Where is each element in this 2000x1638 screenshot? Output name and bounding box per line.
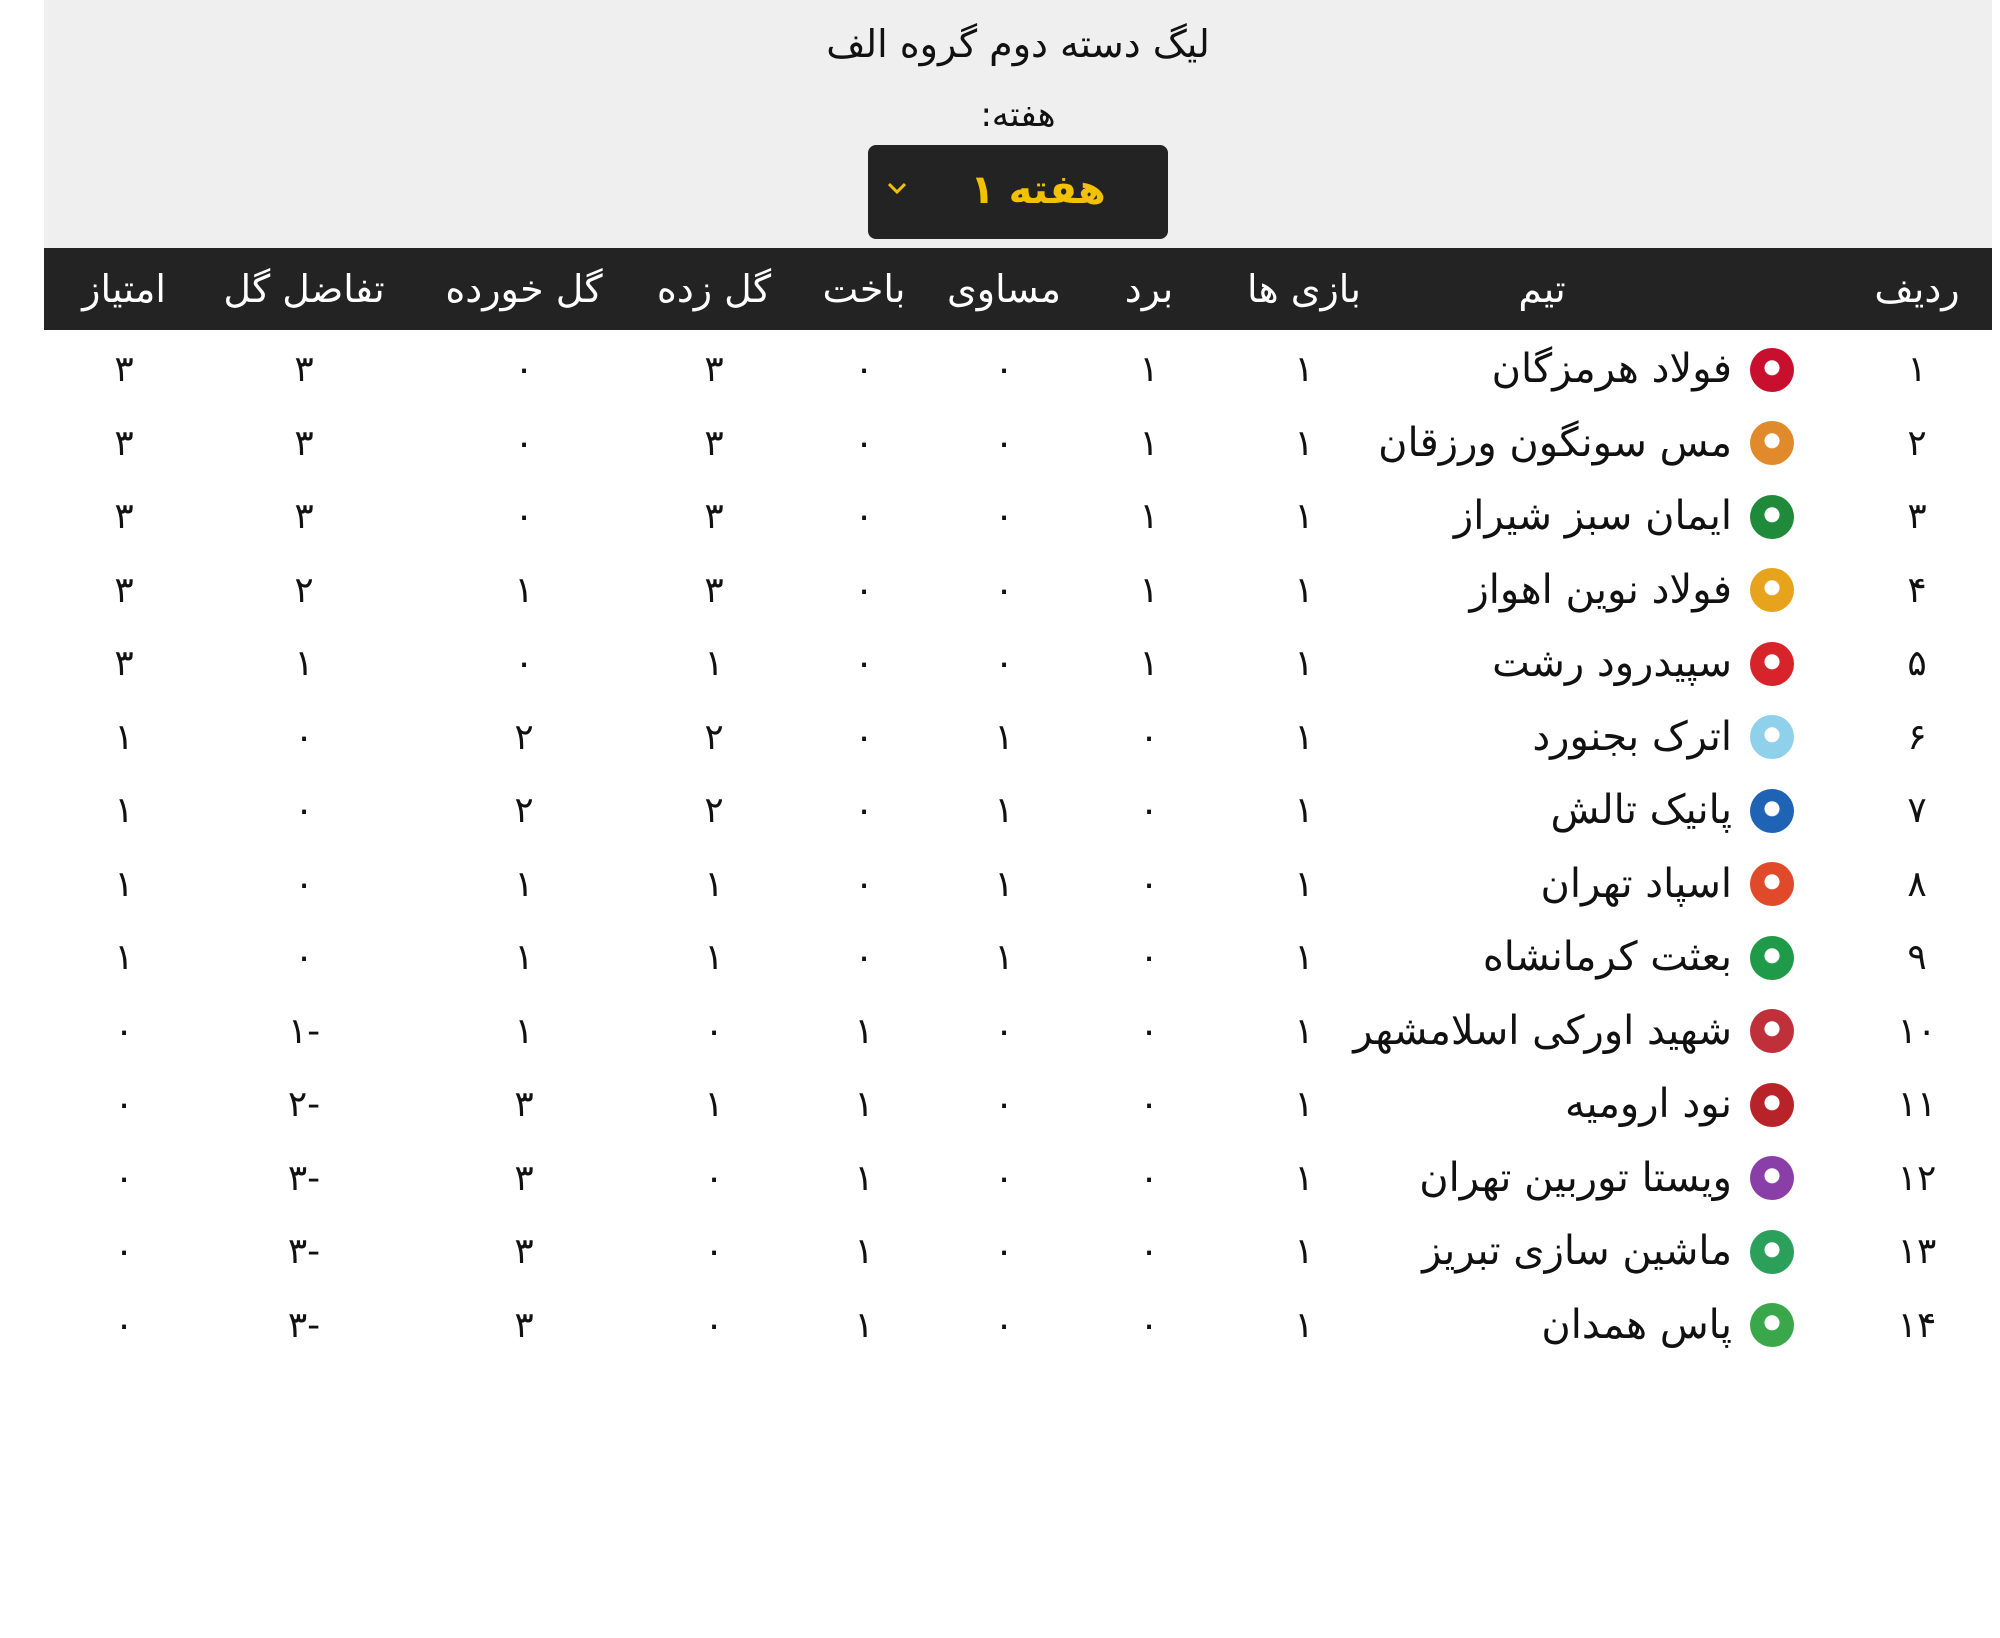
won-cell: ۰ [1139,1157,1159,1199]
won-cell: ۱ [1139,496,1159,537]
table-row [44,407,1992,480]
team-cell[interactable] [1419,1142,1794,1215]
week-select-value: هفته ۱ [970,167,1106,213]
gd-cell: ۲ [294,569,314,611]
lost-cell: ۰ [854,569,874,611]
week-select[interactable] [868,145,1168,239]
played-cell: ۱ [1294,1157,1314,1199]
lost-cell: ۰ [854,863,874,905]
team-cell[interactable] [1492,333,1794,406]
team-name: پاس همدان [1541,1301,1732,1348]
gf-cell: ۳ [704,569,724,611]
ga-cell: ۳ [514,1231,534,1272]
team-cell[interactable] [1454,480,1794,553]
col-rank: ردیف [1874,267,1960,311]
gf-cell: ۰ [704,1157,724,1199]
played-cell: ۱ [1294,937,1314,978]
won-cell: ۰ [1139,716,1159,758]
gf-cell: ۳ [704,349,724,390]
team-logo-icon [1750,568,1794,612]
team-name: ماشین سازی تبریز [1422,1228,1732,1274]
team-logo-icon [1750,1230,1794,1274]
rank-cell: ۹ [1907,937,1927,978]
team-name: فولاد هرمزگان [1491,346,1732,392]
team-cell[interactable] [1483,921,1794,994]
lost-cell: ۰ [854,422,874,464]
team-cell[interactable] [1492,627,1794,700]
gd-cell: ۳- [287,1304,321,1346]
rank-cell: ۱۰ [1897,1010,1937,1052]
ga-cell: ۲ [514,716,534,758]
points-cell: ۳ [114,569,134,611]
team-cell[interactable] [1550,774,1794,847]
played-cell: ۱ [1294,1010,1314,1052]
ga-cell: ۱ [514,1010,534,1052]
rank-cell: ۱۱ [1897,1084,1937,1125]
played-cell: ۱ [1294,569,1314,611]
won-cell: ۰ [1139,937,1159,978]
gf-cell: ۱ [704,1084,724,1125]
ga-cell: ۰ [514,643,534,684]
team-logo-icon [1750,862,1794,906]
points-cell: ۰ [114,1304,134,1346]
team-logo-icon [1750,789,1794,833]
played-cell: ۱ [1294,790,1314,831]
ga-cell: ۳ [514,1304,534,1346]
points-cell: ۱ [114,716,134,758]
table-row [44,554,1992,627]
lost-cell: ۰ [854,716,874,758]
table-row [44,333,1992,406]
rank-cell: ۷ [1907,790,1927,831]
drawn-cell: ۰ [994,1010,1014,1052]
team-name: ایمان سبز شیراز [1453,493,1732,539]
table-row [44,1068,1992,1141]
won-cell: ۰ [1139,1304,1159,1346]
col-points: امتیاز [82,267,166,311]
gf-cell: ۲ [704,790,724,831]
page-title: لیگ دسته دوم گروه الف [826,22,1210,66]
drawn-cell: ۰ [994,1304,1014,1346]
won-cell: ۰ [1139,1084,1159,1125]
table-row [44,627,1992,700]
lost-cell: ۱ [854,1304,874,1346]
team-name: بعثت کرمانشاه [1482,934,1732,980]
team-cell[interactable] [1532,701,1794,774]
team-name: شهید اورکی اسلامشهر [1353,1007,1732,1054]
col-lost: باخت [822,267,906,311]
points-cell: ۰ [114,1084,134,1125]
team-logo-icon [1750,642,1794,686]
gd-cell: ۳- [287,1231,321,1272]
played-cell: ۱ [1294,643,1314,684]
rank-cell: ۸ [1907,863,1927,905]
gf-cell: ۲ [704,716,724,758]
ga-cell: ۳ [514,1157,534,1199]
team-name: نود ارومیه [1564,1081,1732,1127]
ga-cell: ۲ [514,790,534,831]
team-cell[interactable] [1541,1289,1794,1362]
table-column-headers [44,248,1992,330]
table-row [44,701,1992,774]
ga-cell: ۰ [514,496,534,537]
points-cell: ۰ [114,1157,134,1199]
gf-cell: ۳ [704,496,724,537]
rank-cell: ۵ [1907,643,1927,684]
gd-cell: ۱- [287,1010,321,1052]
drawn-cell: ۰ [994,1157,1014,1199]
team-cell[interactable] [1469,554,1794,627]
team-logo-icon [1750,715,1794,759]
ga-cell: ۱ [514,937,534,978]
won-cell: ۱ [1139,349,1159,390]
table-row [44,1289,1992,1362]
lost-cell: ۰ [854,496,874,537]
gd-cell: ۰ [294,790,314,831]
gd-cell: ۰ [294,716,314,758]
points-cell: ۳ [114,422,134,464]
col-gf: گل زده [656,267,772,311]
rank-cell: ۶ [1907,716,1927,758]
drawn-cell: ۰ [994,1084,1014,1125]
played-cell: ۱ [1294,496,1314,537]
lost-cell: ۱ [854,1010,874,1052]
won-cell: ۰ [1139,1231,1159,1272]
team-logo-icon [1750,1009,1794,1053]
team-logo-icon [1750,1156,1794,1200]
col-team: تیم [1518,267,1566,311]
drawn-cell: ۱ [994,863,1014,905]
team-logo-icon [1750,421,1794,465]
team-name: فولاد نوین اهواز [1469,566,1732,613]
ga-cell: ۰ [514,422,534,464]
drawn-cell: ۱ [994,937,1014,978]
drawn-cell: ۰ [994,349,1014,390]
played-cell: ۱ [1294,1231,1314,1272]
team-cell[interactable] [1565,1068,1794,1141]
table-row [44,774,1992,847]
drawn-cell: ۰ [994,643,1014,684]
points-cell: ۰ [114,1231,134,1272]
rank-cell: ۳ [1907,496,1927,537]
gd-cell: ۰ [294,863,314,905]
drawn-cell: ۰ [994,422,1014,464]
team-cell[interactable] [1422,1215,1794,1288]
ga-cell: ۱ [514,569,534,611]
played-cell: ۱ [1294,716,1314,758]
lost-cell: ۱ [854,1231,874,1272]
rank-cell: ۱۲ [1897,1157,1937,1199]
week-label: هفته: [980,95,1056,135]
team-cell[interactable] [1378,407,1794,480]
gd-cell: ۰ [294,937,314,978]
gd-cell: ۲- [287,1084,321,1125]
lost-cell: ۱ [854,1084,874,1125]
gd-cell: ۳ [294,349,314,390]
team-name: پانیک تالش [1550,787,1732,833]
chevron-down-icon [882,173,912,203]
gd-cell: ۱ [294,643,314,684]
points-cell: ۳ [114,496,134,537]
rank-cell: ۴ [1907,569,1927,611]
points-cell: ۱ [114,937,134,978]
gd-cell: ۳ [294,496,314,537]
points-cell: ۰ [114,1010,134,1052]
col-ga: گل خورده [445,267,603,311]
played-cell: ۱ [1294,349,1314,390]
lost-cell: ۰ [854,790,874,831]
ga-cell: ۱ [514,863,534,905]
gd-cell: ۳ [294,422,314,464]
gf-cell: ۰ [704,1231,724,1272]
drawn-cell: ۰ [994,569,1014,611]
drawn-cell: ۱ [994,716,1014,758]
points-cell: ۳ [114,349,134,390]
table-row [44,480,1992,553]
table-header-panel [44,0,1992,248]
lost-cell: ۰ [854,643,874,684]
team-name: سپیدرود رشت [1492,640,1732,686]
gf-cell: ۳ [704,422,724,464]
table-row [44,995,1992,1068]
ga-cell: ۰ [514,349,534,390]
gf-cell: ۱ [704,643,724,684]
gd-cell: ۳- [287,1157,321,1199]
team-cell[interactable] [1540,848,1794,921]
won-cell: ۰ [1139,790,1159,831]
points-cell: ۳ [114,643,134,684]
table-row [44,921,1992,994]
rank-cell: ۱۴ [1897,1304,1937,1346]
team-logo-icon [1750,1083,1794,1127]
col-drawn: مساوی [947,267,1061,311]
team-logo-icon [1750,495,1794,539]
rank-cell: ۲ [1907,422,1927,464]
points-cell: ۱ [114,863,134,905]
gf-cell: ۰ [704,1304,724,1346]
rank-cell: ۱ [1907,349,1927,390]
lost-cell: ۰ [854,937,874,978]
team-cell[interactable] [1353,995,1794,1068]
col-won: برد [1124,267,1174,311]
lost-cell: ۰ [854,349,874,390]
lost-cell: ۱ [854,1157,874,1199]
table-row [44,848,1992,921]
won-cell: ۰ [1139,1010,1159,1052]
gf-cell: ۰ [704,1010,724,1052]
won-cell: ۱ [1139,422,1159,464]
gf-cell: ۱ [704,863,724,905]
played-cell: ۱ [1294,1084,1314,1125]
team-logo-icon [1750,936,1794,980]
team-name: ویستا توربین تهران [1419,1154,1732,1201]
team-name: مس سونگون ورزقان [1378,419,1732,466]
won-cell: ۱ [1139,569,1159,611]
gf-cell: ۱ [704,937,724,978]
won-cell: ۰ [1139,863,1159,905]
played-cell: ۱ [1294,422,1314,464]
team-logo-icon [1750,1303,1794,1347]
points-cell: ۱ [114,790,134,831]
team-name: اترک بجنورد [1532,713,1732,760]
drawn-cell: ۰ [994,1231,1014,1272]
drawn-cell: ۰ [994,496,1014,537]
table-row [44,1215,1992,1288]
col-played: بازی ها [1247,267,1361,311]
won-cell: ۱ [1139,643,1159,684]
drawn-cell: ۱ [994,790,1014,831]
team-logo-icon [1750,348,1794,392]
ga-cell: ۳ [514,1084,534,1125]
team-name: اسپاد تهران [1540,860,1732,907]
table-row [44,1142,1992,1215]
col-gd: تفاضل گل [223,267,385,311]
played-cell: ۱ [1294,1304,1314,1346]
played-cell: ۱ [1294,863,1314,905]
rank-cell: ۱۳ [1897,1231,1937,1272]
